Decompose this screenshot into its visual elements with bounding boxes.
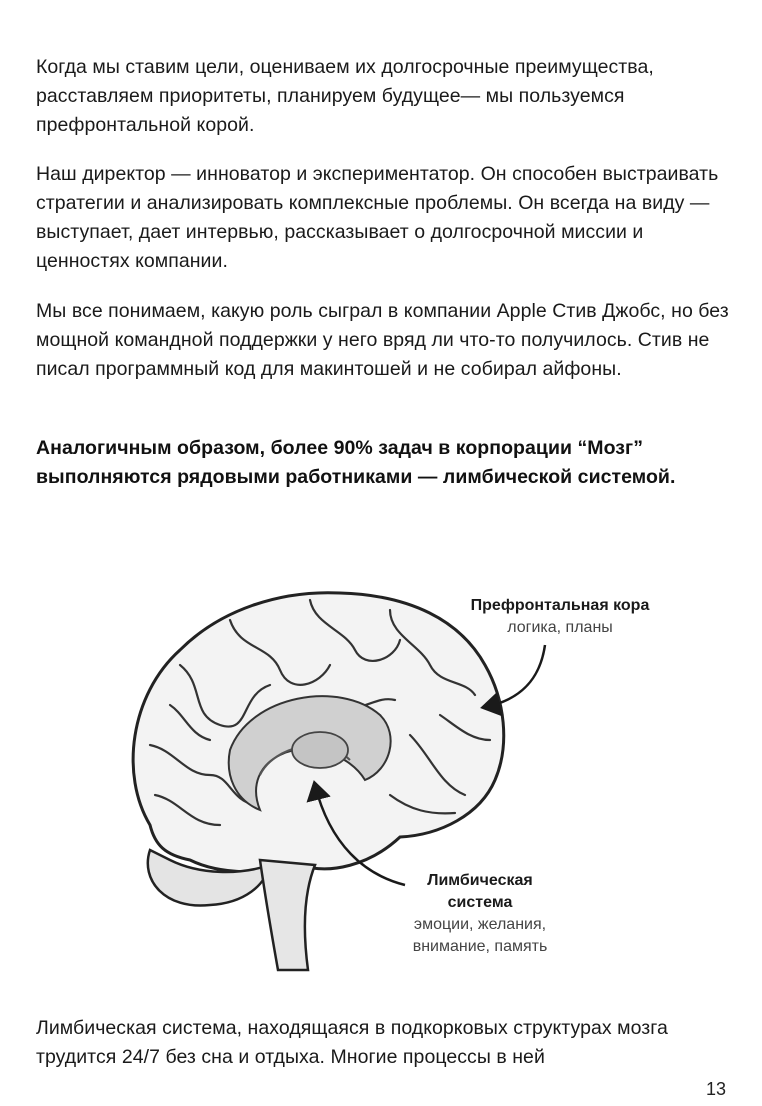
limbic-label bbox=[385, 870, 575, 958]
paragraph-prefrontal: Когда мы ставим цели, оцениваем их долгосрочные преимущества, расставляем приоритеты, планируем будущее— мы пользуемся префронтальной корой. bbox=[36, 56, 654, 136]
paragraph-limbic: Лимбическая система, находящаяся в подкорковых структурах мозга трудится 24/7 без сна и отдыха. Многие процессы в ней bbox=[36, 1017, 668, 1068]
prefrontal-title: Префронтальная кора bbox=[470, 597, 650, 614]
prefrontal-subtitle: логика, планы bbox=[507, 619, 613, 636]
paragraph-highlight: Аналогичным образом, более 90% задач в корпорации “Мозг” выполняются рядовыми работниками — лимбической системой. bbox=[36, 437, 676, 488]
page-number: 13 bbox=[705, 1079, 726, 1099]
limbic-title-2: система bbox=[447, 894, 513, 911]
brain-stem bbox=[260, 860, 315, 970]
limbic-subtitle-2: внимание, память bbox=[412, 938, 548, 955]
paragraph-apple: Мы все понимаем, какую роль сыграл в компании Apple Стив Джобс, но без мощной командной поддержки у него вряд ли что-то получилось. Стив не писал программный код для макинтошей и не собирал айфоны. bbox=[36, 300, 729, 380]
limbic-subtitle-1: эмоции, желания, bbox=[413, 916, 547, 933]
prefrontal-label bbox=[445, 595, 675, 639]
thalamus bbox=[292, 732, 348, 768]
limbic-title-1: Лимбическая bbox=[427, 872, 533, 889]
brain-illustration bbox=[110, 575, 710, 985]
paragraph-director: Наш директор — инноватор и экспериментатор. Он способен выстраивать стратегии и анализировать комплексные проблемы. Он всегда на виду — выступает, дает интервью, рассказывает о долгосрочной миссии и ценностях компании. bbox=[36, 163, 719, 272]
